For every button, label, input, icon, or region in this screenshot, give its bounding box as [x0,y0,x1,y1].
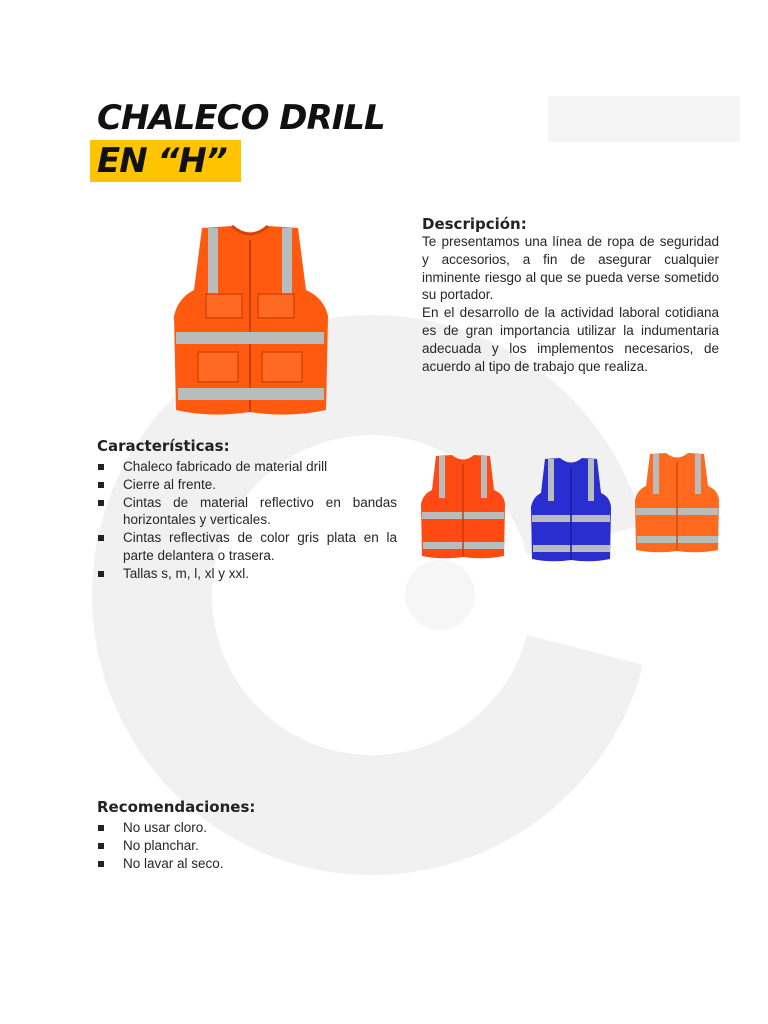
list-item: No planchar. [97,837,397,855]
title-highlight [90,140,241,182]
list-item: Chaleco fabricado de material drill [97,458,397,476]
bullet-icon [98,535,104,541]
blue-vest-image [530,455,612,565]
list-item: Cierre al frente. [97,476,397,494]
recommendations-section [97,798,397,872]
description-paragraph-2: En el desarrollo de la actividad laboral cotidiana es de gran importancia utilizar la indumentaria adecuada y los implementos necesarios, de acuerdo al tipo de trabajo que realiza. [422,305,719,374]
bullet-icon [98,843,104,849]
bullet-icon [98,571,104,577]
product-title [97,98,385,181]
list-item: Cintas reflectivas de color gris plata en la parte delantera o trasera. [97,529,397,565]
main-vest-image [170,220,330,420]
red-vest-image [420,452,506,562]
bullet-icon [98,500,104,506]
recommendations-heading: Recomendaciones: [97,798,256,816]
bullet-icon [98,482,104,488]
header-faint-banner [548,96,740,142]
description-section [422,215,719,375]
description-paragraph-1: Te presentamos una línea de ropa de seguridad y accesorios, a fin de asegurar cualquier inminente riesgo al que se pueda verse sometido su portador. [422,234,719,303]
characteristics-list [97,458,397,583]
characteristics-heading: Características: [97,437,230,455]
list-item: Tallas s, m, l, xl y xxl. [97,565,397,583]
bullet-icon [98,861,104,867]
description-heading: Descripción: [422,215,527,233]
orange-vest-image [634,450,720,556]
characteristics-section [97,437,397,583]
title-line-2: EN “H” [97,141,227,181]
bullet-icon [98,825,104,831]
list-item: Cintas de material reflectivo en bandas horizontales y verticales. [97,494,397,530]
list-item: No usar cloro. [97,819,397,837]
recommendations-list [97,819,397,872]
list-item: No lavar al seco. [97,855,397,873]
title-line-1: CHALECO DRILL [97,98,385,138]
bullet-icon [98,464,104,470]
